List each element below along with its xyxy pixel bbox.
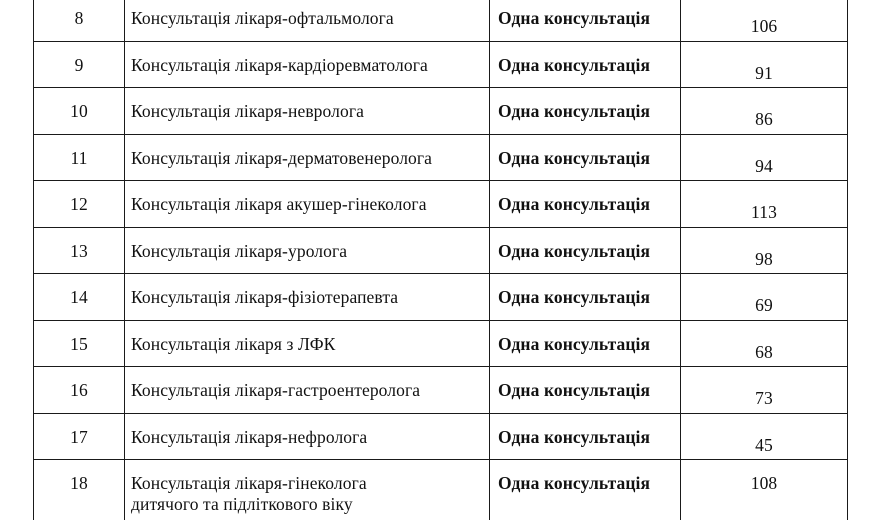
service-unit: Одна консультація [490, 88, 681, 135]
service-price: 69 [681, 274, 848, 321]
service-name: Консультація лікаря-офтальмолога [125, 0, 490, 41]
row-number: 17 [34, 413, 125, 460]
service-unit: Одна консультація [490, 320, 681, 367]
row-number: 16 [34, 367, 125, 414]
row-number: 14 [34, 274, 125, 321]
table-row [34, 88, 848, 135]
row-number: 18 [34, 460, 125, 520]
service-price: 91 [681, 41, 848, 88]
service-price: 108 [681, 460, 848, 520]
service-name: Консультація лікаря-уролога [125, 227, 490, 274]
row-number: 8 [34, 0, 125, 41]
services-price-table [33, 0, 848, 520]
row-number: 15 [34, 320, 125, 367]
service-price: 106 [681, 0, 848, 41]
service-name: Консультація лікаря-фізіотерапевта [125, 274, 490, 321]
service-name: Консультація лікаря-гастроентеролога [125, 367, 490, 414]
service-unit: Одна консультація [490, 41, 681, 88]
service-name: Консультація лікаря-дерматовенеролога [125, 134, 490, 181]
table-row [34, 320, 848, 367]
service-unit: Одна консультація [490, 181, 681, 228]
service-unit: Одна консультація [490, 413, 681, 460]
table-row [34, 274, 848, 321]
service-name: Консультація лікаря-кардіоревматолога [125, 41, 490, 88]
service-price: 94 [681, 134, 848, 181]
row-number: 9 [34, 41, 125, 88]
service-name: Консультація лікаря-нефролога [125, 413, 490, 460]
service-price: 73 [681, 367, 848, 414]
service-price: 68 [681, 320, 848, 367]
service-unit: Одна консультація [490, 227, 681, 274]
service-price: 86 [681, 88, 848, 135]
table-row [34, 460, 848, 520]
table-row [34, 41, 848, 88]
service-name-line-2: дитячого та підліткового віку [131, 494, 353, 514]
table-row [34, 413, 848, 460]
service-price: 98 [681, 227, 848, 274]
table-row [34, 367, 848, 414]
service-name: Консультація лікаря-невролога [125, 88, 490, 135]
service-name [125, 460, 490, 520]
service-name-line-1: Консультація лікаря-гінеколога [131, 473, 367, 493]
service-name: Консультація лікаря акушер-гінеколога [125, 181, 490, 228]
row-number: 12 [34, 181, 125, 228]
row-number: 11 [34, 134, 125, 181]
service-unit: Одна консультація [490, 460, 681, 520]
service-unit: Одна консультація [490, 0, 681, 41]
service-price: 113 [681, 181, 848, 228]
table-row [34, 227, 848, 274]
service-unit: Одна консультація [490, 367, 681, 414]
table-row [34, 181, 848, 228]
table-row [34, 0, 848, 41]
service-unit: Одна консультація [490, 274, 681, 321]
service-name: Консультація лікаря з ЛФК [125, 320, 490, 367]
service-price: 45 [681, 413, 848, 460]
row-number: 10 [34, 88, 125, 135]
row-number: 13 [34, 227, 125, 274]
table-row [34, 134, 848, 181]
service-unit: Одна консультація [490, 134, 681, 181]
